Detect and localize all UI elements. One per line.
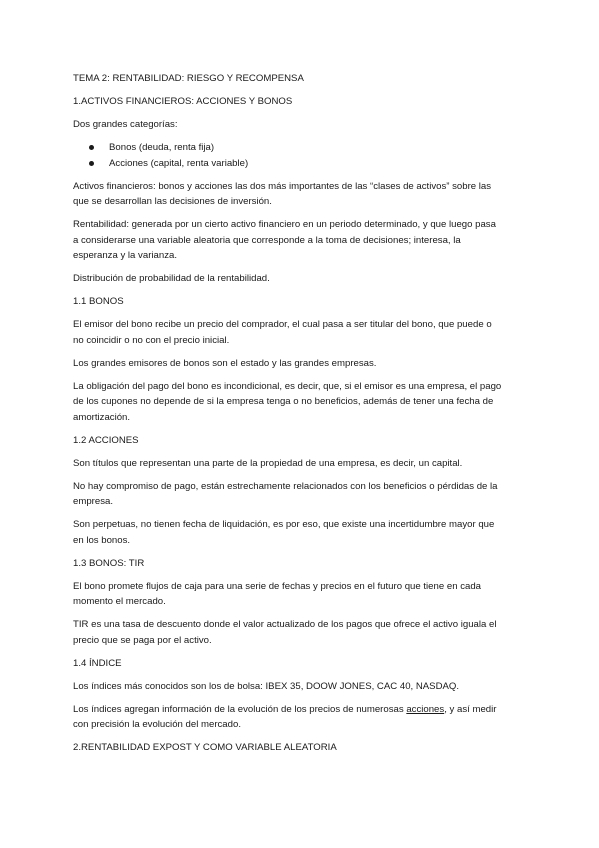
acciones-link[interactable]: acciones <box>406 703 445 715</box>
paragraph-emisor: El emisor del bono recibe un precio del comprador, el cual pasa a ser titular del bono, que puede o no coincidir o no con el precio inicial. <box>73 319 492 346</box>
paragraph-distribucion: Distribución de probabilidad de la rentabilidad. <box>73 273 270 284</box>
paragraph-flujos: El bono promete flujos de caja para una serie de fechas y precios en el futuro que tiene en cada momento el mercado. <box>73 580 481 607</box>
categories-list <box>73 140 529 171</box>
section-heading-bonos: 1.1 BONOS <box>73 296 124 307</box>
list-item: Acciones (capital, renta variable) <box>73 156 529 172</box>
paragraph-activos: Activos financieros: bonos y acciones las dos más importantes de las “clases de activos” sobre las que se desarrollan las decisiones de inversión. <box>73 180 492 207</box>
section-heading-acciones: 1.2 ACCIONES <box>73 434 139 446</box>
section-heading-indice: 1.4 ÍNDICE <box>73 657 122 669</box>
bullet-icon <box>89 145 94 150</box>
list-item: Bonos (deuda, renta fija) <box>73 140 529 156</box>
intro-text: Dos grandes categorías: <box>73 119 178 130</box>
paragraph-rentabilidad: Rentabilidad: generada por un cierto activo financiero en un periodo determinado, y que luego pasa a considerarse una variable aleatoria que corresponde a la toma de decisiones; interesa, la esperanza y la varianza. <box>73 219 496 261</box>
section-heading-rentabilidad-expost: 2.RENTABILIDAD EXPOST Y COMO VARIABLE ALEATORIA <box>73 742 337 753</box>
paragraph-grandes-emisores: Los grandes emisores de bonos son el estado y las grandes empresas. <box>73 357 377 369</box>
paragraph-perpetuas: Son perpetuas, no tienen fecha de liquidación, es por eso, que existe una incertidumbre mayor que en los bonos. <box>73 519 495 546</box>
section-heading-tir: 1.3 BONOS: TIR <box>73 557 145 569</box>
document-title: TEMA 2: RENTABILIDAD: RIESGO Y RECOMPENSA <box>73 73 304 84</box>
paragraph-agregan: Los índices agregan información de la evolución de los precios de numerosas acciones, y así medir con precisión la evolución del mercado. <box>73 703 497 730</box>
bullet-icon <box>89 161 94 166</box>
section-heading-activos: 1.ACTIVOS FINANCIEROS: ACCIONES Y BONOS <box>73 96 293 107</box>
paragraph-titulos: Son títulos que representan una parte de la propiedad de una empresa, es decir, un capital. <box>73 457 463 469</box>
paragraph-tir: TIR es una tasa de descuento donde el valor actualizado de los pagos que ofrece el activo iguala el precio que se paga por el activo. <box>73 619 497 646</box>
paragraph-indices: Los índices más conocidos son los de bolsa: IBEX 35, DOOW JONES, CAC 40, NASDAQ. <box>73 680 460 692</box>
paragraph-obligacion: La obligación del pago del bono es incondicional, es decir, que, si el emisor es una empresa, el pago de los cupones no depende de si la empresa tenga o no beneficios, además de tener una fecha de amortización. <box>73 380 502 423</box>
paragraph-compromiso: No hay compromiso de pago, están estrechamente relacionados con los beneficios o pérdidas de la empresa. <box>73 480 498 507</box>
